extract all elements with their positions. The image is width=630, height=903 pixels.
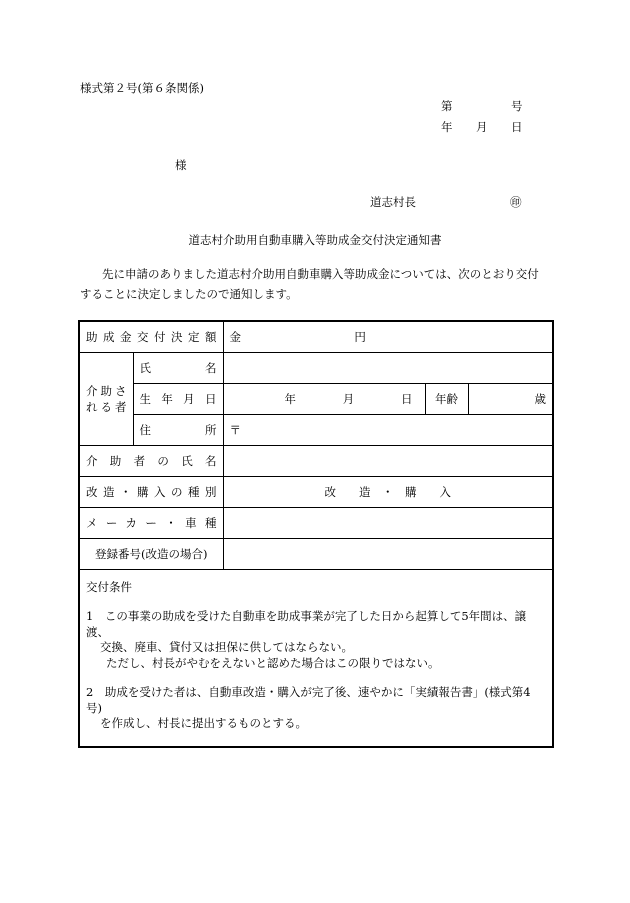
table-row	[79, 383, 553, 414]
recipient-label	[79, 352, 133, 445]
table-row	[79, 414, 553, 445]
grant-table	[78, 320, 554, 748]
age-value: 歳	[468, 383, 553, 414]
table-row	[79, 352, 553, 383]
maker-value	[223, 507, 553, 538]
conditions-heading: 交付条件	[86, 579, 132, 594]
registration-label: 登録番号(改造の場合)	[79, 538, 223, 569]
dob-year: 年	[284, 391, 296, 406]
issuer-name: 道志村長	[370, 195, 416, 209]
address-label: 住所	[133, 414, 223, 445]
caregiver-label: 介助者の氏名	[79, 445, 223, 476]
dob-label: 生年月日	[133, 383, 223, 414]
addressee-honorific: 様	[175, 158, 187, 172]
condition-1-line-1: 1 この事業の助成を受けた自動車を助成事業が完了した日から起算して5年間は、譲渡、	[86, 609, 527, 639]
condition-2-line-2: を作成し、村長に提出するものとする。	[100, 716, 307, 730]
table-row	[79, 476, 553, 507]
table-row	[79, 445, 553, 476]
intro-line-2: することに決定しましたので通知します。	[80, 287, 298, 301]
address-value: 〒	[223, 414, 553, 445]
condition-2-line-1: 2 助成を受けた者は、自動車改造・購入が完了後、速やかに「実績報告書」(様式第4号)	[86, 685, 531, 715]
caregiver-value	[223, 445, 553, 476]
date-day: 日	[511, 120, 523, 134]
intro-line-1: 先に申請のありました道志村介助用自動車購入等助成金については、次のとおり交付	[102, 267, 539, 281]
type-label: 改造・購入の種別	[79, 476, 223, 507]
form-number: 様式第２号(第６条関係)	[80, 81, 204, 95]
date-month: 月	[476, 120, 488, 134]
condition-1-line-2: 交換、廃車、貸付又は担保に供してはならない。	[100, 640, 353, 654]
amount-value	[223, 321, 553, 352]
dob-month: 月	[342, 391, 355, 406]
table-row	[79, 321, 553, 352]
date-year: 年	[441, 120, 453, 134]
condition-1-line-3: ただし、村長がやむをえないと認めた場合はこの限りではない。	[106, 655, 440, 670]
kin-label: 金	[229, 329, 241, 344]
dob-value	[223, 383, 425, 414]
seal-mark: ㊞	[510, 195, 522, 209]
recipient-label-line-2: れる者	[86, 399, 127, 414]
en-label: 円	[354, 329, 366, 344]
number-prefix: 第	[441, 99, 453, 113]
amount-label: 助成金交付決定額	[79, 321, 223, 352]
dob-day: 日	[401, 391, 413, 406]
table-row	[79, 507, 553, 538]
table-row	[79, 538, 553, 569]
name-value	[223, 352, 553, 383]
conditions-block	[79, 569, 553, 747]
intro-text	[80, 264, 555, 304]
document-title: 道志村介助用自動車購入等助成金交付決定通知書	[188, 233, 442, 247]
age-label: 年齢	[425, 383, 468, 414]
type-value: 改 造 ・ 購 入	[223, 476, 553, 507]
maker-label: メーカー・車種	[79, 507, 223, 538]
table-row	[79, 569, 553, 747]
recipient-label-line-1: 介助さ	[86, 383, 127, 398]
registration-value	[223, 538, 553, 569]
name-label: 氏名	[133, 352, 223, 383]
number-suffix: 号	[511, 99, 523, 113]
